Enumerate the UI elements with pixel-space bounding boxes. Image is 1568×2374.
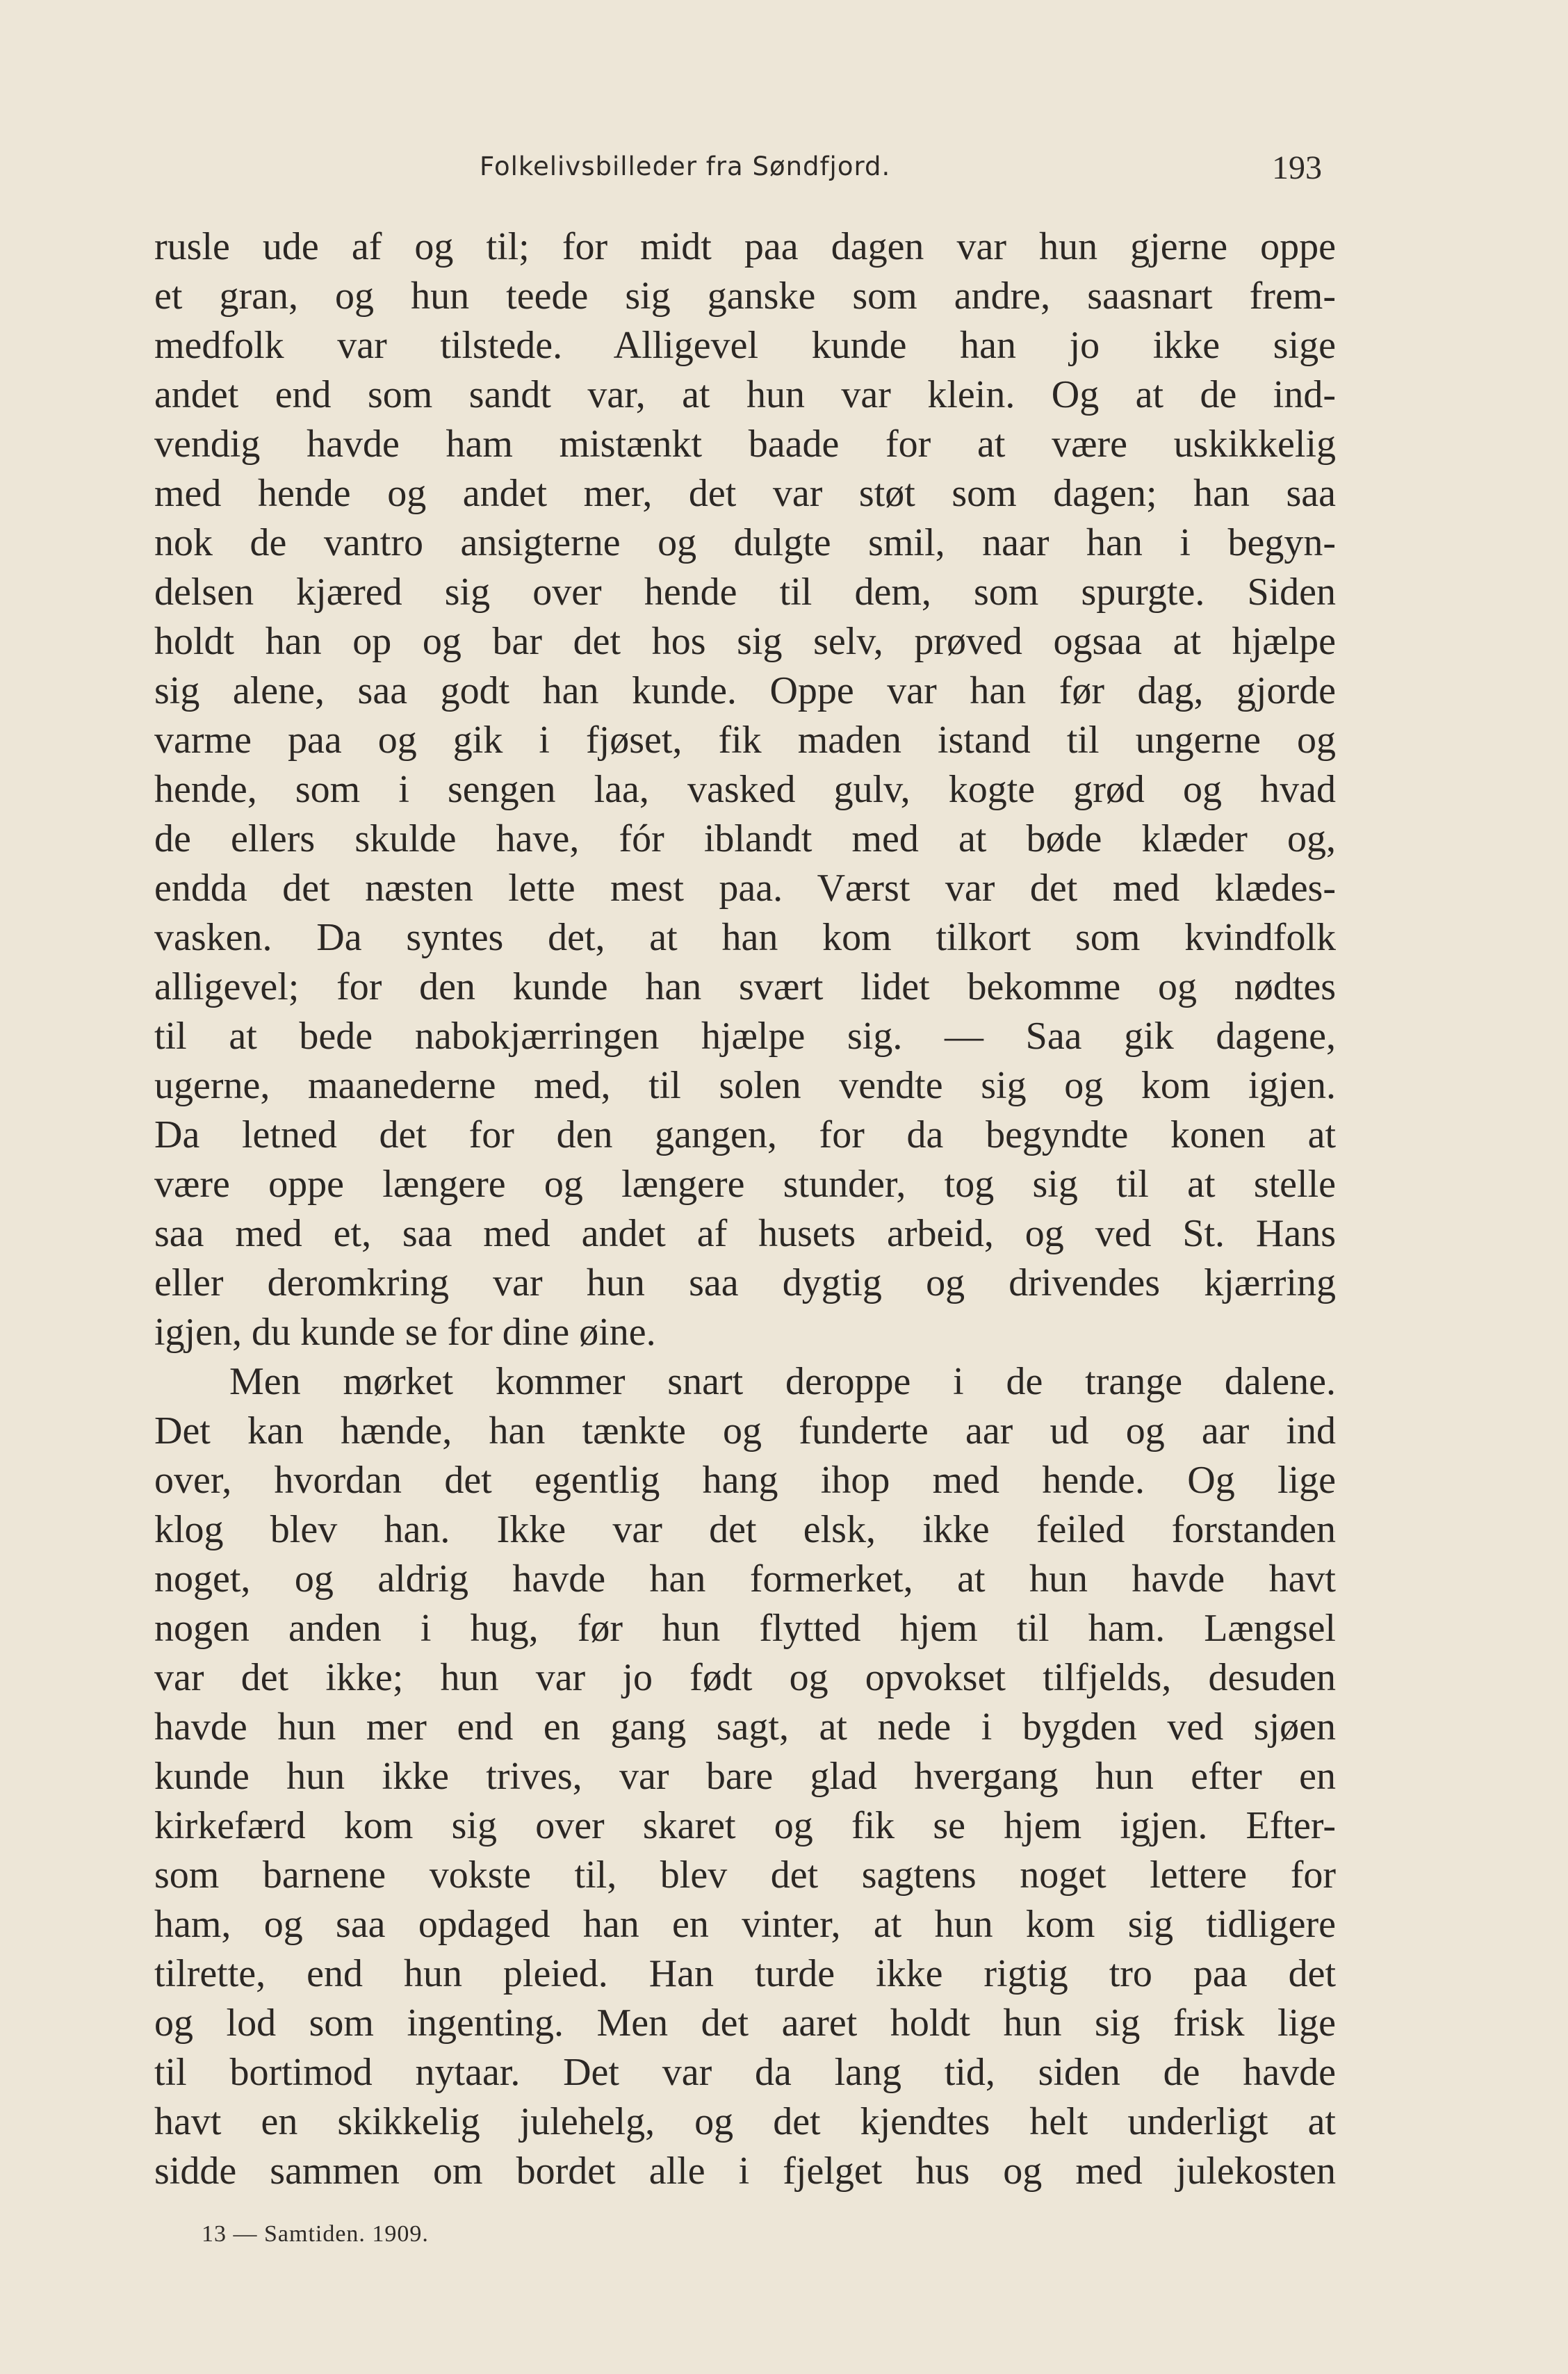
text-line: kirkefærd kom sig over skaret og fik se hjem igjen. Efter- bbox=[154, 1804, 1336, 1847]
text-line: klog blev han. Ikke var det elsk, ikke feiled forstanden bbox=[154, 1508, 1336, 1551]
text-line: til bortimod nytaar. Det var da lang tid, siden de havde bbox=[154, 2051, 1336, 2094]
text-line: hende, som i sengen laa, vasked gulv, kogte grød og hvad bbox=[154, 768, 1336, 811]
running-head bbox=[0, 149, 1568, 193]
text-line: med hende og andet mer, det var støt som dagen; han saa bbox=[154, 472, 1336, 515]
text-line: til at bede nabokjærringen hjælpe sig. — Saa gik dagene, bbox=[154, 1015, 1336, 1058]
text-line: kunde hun ikke trives, var bare glad hvergang hun efter en bbox=[154, 1755, 1336, 1798]
text-line: ham, og saa opdaged han en vinter, at hun kom sig tidligere bbox=[154, 1903, 1336, 1946]
text-line: de ellers skulde have, fór iblandt med at bøde klæder og, bbox=[154, 817, 1336, 860]
text-line: varme paa og gik i fjøset, fik maden istand til ungerne og bbox=[154, 719, 1336, 762]
text-line: saa med et, saa med andet af husets arbeid, og ved St. Hans bbox=[154, 1212, 1336, 1255]
signature-mark: 13 — Samtiden. 1909. bbox=[202, 2221, 429, 2247]
text-line: være oppe længere og længere stunder, tog sig til at stelle bbox=[154, 1163, 1336, 1206]
text-line: eller deromkring var hun saa dygtig og drivendes kjærring bbox=[154, 1261, 1336, 1304]
text-line-paragraph-start: Men mørket kommer snart deroppe i de trange dalene. bbox=[229, 1360, 1336, 1403]
text-line: andet end som sandt var, at hun var klein. Og at de ind- bbox=[154, 373, 1336, 416]
text-line: vasken. Da syntes det, at han kom tilkort som kvindfolk bbox=[154, 916, 1336, 959]
text-line: sig alene, saa godt han kunde. Oppe var han før dag, gjorde bbox=[154, 669, 1336, 712]
text-line: noget, og aldrig havde han formerket, at hun havde havt bbox=[154, 1557, 1336, 1601]
text-line: tilrette, end hun pleied. Han turde ikke rigtig tro paa det bbox=[154, 1952, 1336, 1995]
text-line: delsen kjæred sig over hende til dem, som spurgte. Siden bbox=[154, 571, 1336, 614]
text-line: alligevel; for den kunde han svært lidet bekomme og nødtes bbox=[154, 965, 1336, 1008]
text-line: havt en skikkelig julehelg, og det kjendtes helt underligt at bbox=[154, 2100, 1336, 2143]
body-text bbox=[154, 222, 1336, 2196]
text-line: ugerne, maanederne med, til solen vendte sig og kom igjen. bbox=[154, 1064, 1336, 1107]
page-number: 193 bbox=[1272, 149, 1322, 186]
text-line: nok de vantro ansigterne og dulgte smil, naar han i begyn- bbox=[154, 521, 1336, 564]
text-line: rusle ude af og til; for midt paa dagen var hun gjerne oppe bbox=[154, 225, 1336, 268]
text-line: over, hvordan det egentlig hang ihop med hende. Og lige bbox=[154, 1459, 1336, 1502]
text-line: var det ikke; hun var jo født og opvokset tilfjelds, desuden bbox=[154, 1656, 1336, 1699]
text-line: og lod som ingenting. Men det aaret holdt hun sig frisk lige bbox=[154, 2001, 1336, 2045]
text-line: sidde sammen om bordet alle i fjelget hus og med julekosten bbox=[154, 2150, 1336, 2193]
text-line: Det kan hænde, han tænkte og funderte aar ud og aar ind bbox=[154, 1409, 1336, 1452]
text-line: som barnene vokste til, blev det sagtens noget lettere for bbox=[154, 1853, 1336, 1897]
running-title: Folkelivsbilleder fra Søndfjord. bbox=[480, 152, 891, 181]
text-line: endda det næsten lette mest paa. Værst var det med klædes- bbox=[154, 867, 1336, 910]
text-line: Da letned det for den gangen, for da begyndte konen at bbox=[154, 1113, 1336, 1156]
text-line: et gran, og hun teede sig ganske som andre, saasnart frem- bbox=[154, 275, 1336, 318]
text-line-paragraph-end: igjen, du kunde se for dine øine. bbox=[154, 1311, 656, 1354]
text-line: vendig havde ham mistænkt baade for at være uskikkelig bbox=[154, 423, 1336, 466]
text-line: havde hun mer end en gang sagt, at nede i bygden ved sjøen bbox=[154, 1705, 1336, 1749]
text-line: holdt han op og bar det hos sig selv, prøved ogsaa at hjælpe bbox=[154, 620, 1336, 663]
text-line: medfolk var tilstede. Alligevel kunde han jo ikke sige bbox=[154, 324, 1336, 367]
text-line: nogen anden i hug, før hun flytted hjem til ham. Længsel bbox=[154, 1607, 1336, 1650]
